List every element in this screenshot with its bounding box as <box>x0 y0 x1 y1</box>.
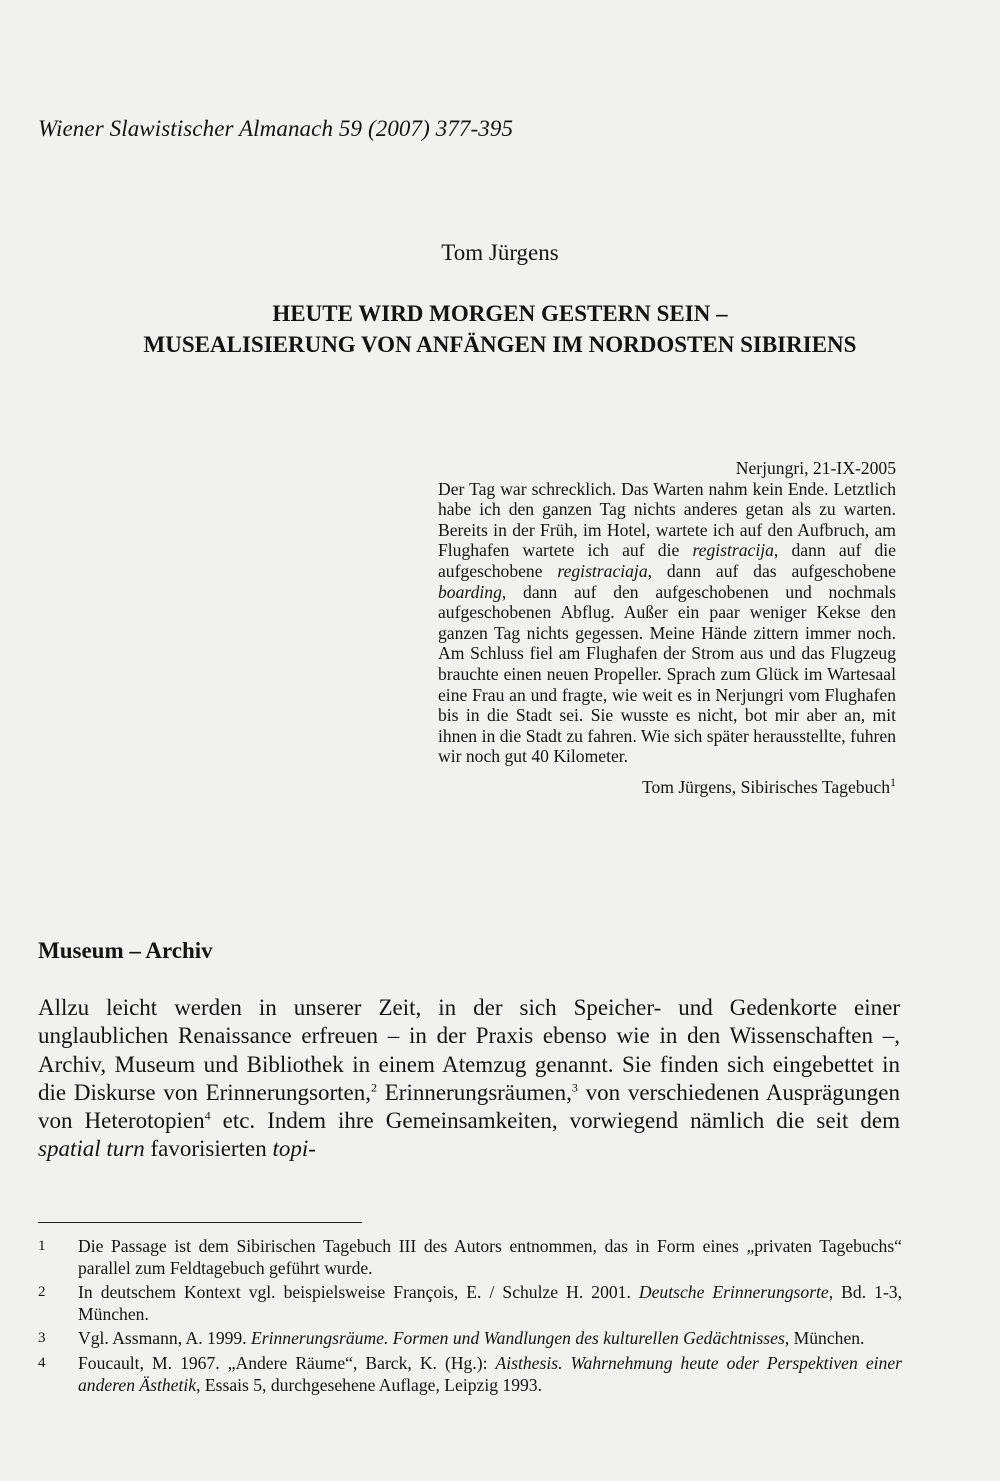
footnote-number: 3 <box>38 1330 46 1347</box>
body-text-part: favorisierten <box>144 1136 273 1162</box>
footnotes <box>38 1236 902 1399</box>
footnote-text-part: Vgl. Assmann, A. 1999. <box>78 1328 252 1349</box>
footnote-text <box>78 1328 902 1350</box>
footnote-3 <box>38 1328 902 1350</box>
body-paragraph <box>38 994 900 1164</box>
footnote-italic: Erinnerungsräume. Formen und Wandlungen des kulturellen Gedächtnisses <box>251 1328 785 1349</box>
epigraph-source <box>438 777 896 798</box>
body-text-part: Erinnerungsräumen, <box>377 1079 572 1105</box>
journal-citation: Wiener Slawistischer Almanach 59 (2007) 377-395 <box>38 116 514 141</box>
body-text-part: von verschiedenen Ausprägungen von Heterotopien <box>38 1079 900 1134</box>
body-italic-term: topi- <box>272 1136 316 1162</box>
footnote-text-part: Foucault, M. 1967. „Andere Räume“, Barck, K. (Hg.): <box>78 1352 496 1373</box>
epigraph-source-text: Tom Jürgens, Sibirisches Tagebuch <box>641 776 890 797</box>
epigraph-text-part: , dann auf den aufgeschobenen und nochmals aufgeschobenen Abflug. Außer ein paar weniger Kekse den ganzen Tag nichts gegessen. Meine Hände zittern immer noch. Am Schluss fiel am Flughafen der Strom aus und das Flugzeug brauchte einen neuen Propeller. Sprach zum Glück im Wartesaal eine Frau an und fragte, wie weit es in Nerjungri vom Flughafen bis in die Stadt sei. Sie wusste es nicht, bot mir aber an, mit ihnen in die Stadt zu fahren. Wie sich später herausstellte, fuhren wir noch gut 40 Kilometer. <box>438 581 896 767</box>
footnote-divider <box>38 1222 362 1223</box>
footnote-number: 1 <box>38 1238 46 1254</box>
footnote-italic: Deutsche Erinnerungsorte <box>638 1282 829 1303</box>
footnote-italic: Aisthesis. Wahrnehmung heute oder Perspektiven einer anderen Ästhetik <box>78 1352 902 1395</box>
section-heading: Museum – Archiv <box>38 938 213 963</box>
footnote-ref-1[interactable]: 1 <box>890 775 896 790</box>
epigraph-italic-term: boarding <box>438 581 502 602</box>
epigraph-text-part: Der Tag war schrecklich. Das Warten nahm kein Ende. Letztlich habe ich den ganzen Tag nichts anderes getan als zu warten. Bereits in der Früh, im Hotel, wartete ich auf den Aufbruch, am Flughafen wartete ich auf die <box>438 478 896 561</box>
footnote-ref-4[interactable]: 4 <box>204 1108 211 1123</box>
footnote-text-part: , München. <box>784 1328 865 1349</box>
footnote-text <box>78 1353 902 1396</box>
epigraph-text-part: , dann auf die aufgeschobene <box>438 540 896 581</box>
article-title <box>0 298 1000 360</box>
epigraph-date: Nerjungri, 21-IX-2005 <box>735 458 896 478</box>
footnote-1 <box>38 1236 902 1279</box>
footnote-text-part: In deutschem Kontext vgl. beispielsweise François, E. / Schulze H. 2001. <box>78 1282 639 1303</box>
footnote-text-part: , Bd. 1-3, München. <box>78 1282 902 1324</box>
title-line-1: HEUTE WIRD MORGEN GESTERN SEIN – <box>272 301 728 326</box>
epigraph-italic-term: registracija <box>692 540 774 561</box>
footnote-text <box>78 1236 902 1279</box>
body-italic-term: spatial turn <box>38 1136 145 1162</box>
body-text-part: etc. Indem ihre Gemeinsamkeiten, vorwiegend nämlich die seit dem <box>210 1108 900 1134</box>
footnote-text-part: , Essais 5, durchgesehene Auflage, Leipzig 1993. <box>196 1374 542 1395</box>
article-author: Tom Jürgens <box>441 240 559 265</box>
footnote-ref-2[interactable]: 2 <box>371 1080 377 1095</box>
footnote-ref-3[interactable]: 3 <box>571 1080 578 1095</box>
epigraph <box>438 458 896 798</box>
footnote-2 <box>38 1282 902 1325</box>
epigraph-text <box>438 479 896 767</box>
title-line-2: MUSEALISIERUNG VON ANFÄNGEN IM NORDOSTEN SIBIRIENS <box>143 332 857 357</box>
epigraph-italic-term: registraciaja <box>557 560 648 581</box>
footnote-number: 4 <box>38 1354 46 1371</box>
body-text-part: Allzu leicht werden in unserer Zeit, in der sich Speicher- und Gedenkorte einer unglaublichen Renaissance erfreuen – in der Praxis ebenso wie in den Wissenschaften –, Archiv, Museum und Bibliothek in einem Atemzug genannt. Sie finden sich eingebettet in die Diskurse von Erinnerungsorten, <box>38 995 900 1105</box>
footnote-text <box>78 1282 902 1325</box>
footnote-4 <box>38 1353 902 1396</box>
footnote-number: 2 <box>38 1284 46 1301</box>
epigraph-text-part: , dann auf das aufgeschobene <box>647 560 896 581</box>
footnote-text-part: Die Passage ist dem Sibirischen Tagebuch III des Autors entnommen, das in Form eines „privaten Tagebuchs“ parallel zum Feldtagebuch geführt wurde. <box>78 1236 902 1278</box>
